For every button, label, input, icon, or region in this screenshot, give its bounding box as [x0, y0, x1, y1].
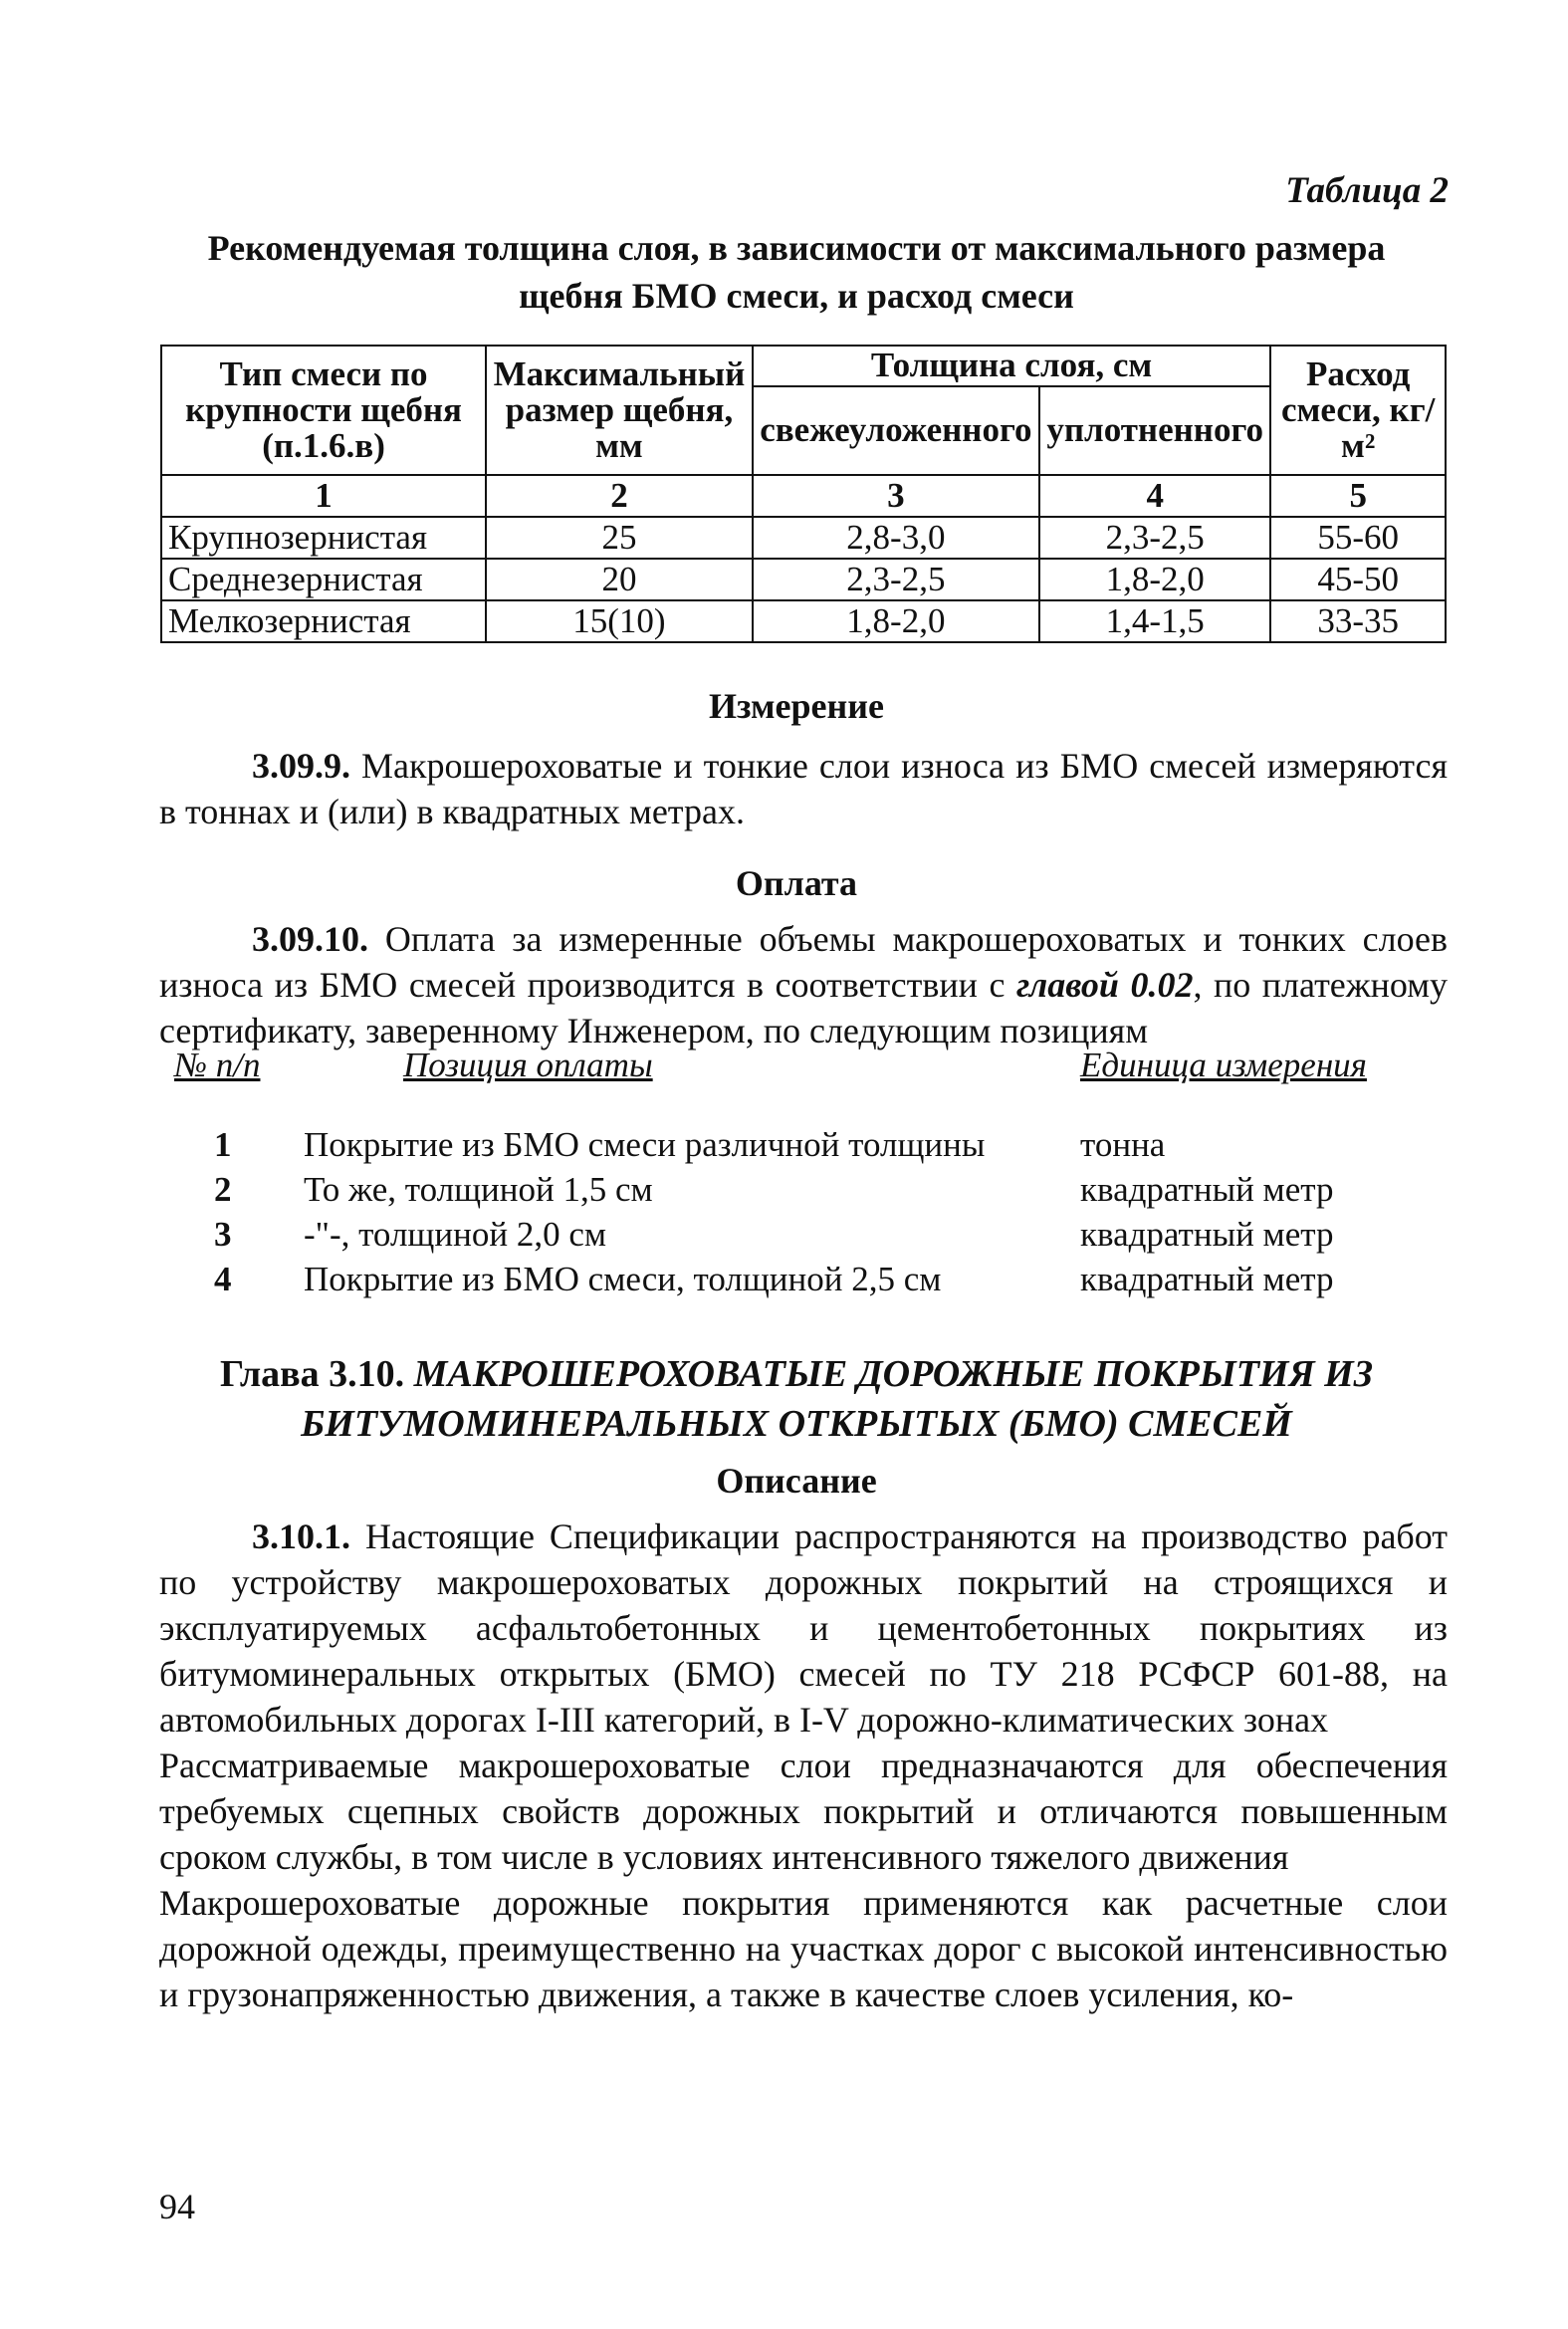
column-number: 2 [486, 475, 753, 517]
item-name: То же, толщиной 1,5 см [304, 1170, 653, 1209]
col-item-header: Позиция оплаты [403, 1046, 653, 1084]
description-paragraph: Макрошероховатые дорожные покрытия применяются как расчетные слои дорожной одежды, преимущественно на участках дорог с высокой интенсивностью и грузонапряженностью движения, а также в качестве слоев усиления, ко- [159, 1883, 1448, 2014]
clause-text: , по платежному сертификату, заверенному Инженером, по следующим позициям [159, 965, 1449, 1050]
cell-fresh: 2,8-3,0 [753, 517, 1039, 559]
table-header-row [161, 346, 1446, 386]
table-label: Таблица 2 [1285, 170, 1449, 211]
cell-size: 15(10) [486, 600, 753, 642]
item-unit: квадратный метр [1080, 1260, 1334, 1298]
item-number: 2 [214, 1170, 232, 1209]
table-caption [149, 224, 1444, 320]
column-number-row [161, 475, 1446, 517]
cell-size: 25 [486, 517, 753, 559]
item-number: 3 [214, 1215, 232, 1254]
table-row [161, 559, 1446, 600]
chapter-prefix: Глава 3.10. [219, 1353, 405, 1395]
cell-type: Среднезернистая [161, 559, 486, 600]
cell-fresh: 2,3-2,5 [753, 559, 1039, 600]
cell-type: Мелкозернистая [161, 600, 486, 642]
payment-items [204, 1125, 1439, 1304]
description-paragraph [159, 1514, 1448, 1743]
table-row [161, 600, 1446, 642]
clause-text: Макрошероховатые и тонкие слои износа из БМО смесей измеряются в тоннах и (или) в квадратных метрах. [159, 746, 1449, 831]
cell-compacted: 2,3-2,5 [1039, 517, 1270, 559]
column-number: 3 [753, 475, 1039, 517]
clause-text: Настоящие Спецификации распространяются на производство работ по устройству макрошероховатых дорожных покрытий на строящихся и эксплуатируемых асфальтобетонных и цементобетонных покрытиях из битумоминеральных открытых (БМО) смесей по ТУ 218 РСФСР 601-88, на автомобильных дорогах I-III категорий, в I-V дорожно-климатических зонах [159, 1516, 1448, 1740]
item-unit: тонна [1080, 1125, 1166, 1164]
chapter-name: МАКРОШЕРОХОВАТЫЕ ДОРОЖНЫЕ ПОКРЫТИЯ ИЗ [413, 1353, 1374, 1395]
column-number: 5 [1270, 475, 1446, 517]
col-unit-header: Единица измерения [1080, 1046, 1367, 1084]
cell-size: 20 [486, 559, 753, 600]
chapter-title-line: БИТУМОМИНЕРАЛЬНЫХ ОТКРЫТЫХ (БМО) СМЕСЕЙ [301, 1403, 1292, 1445]
list-item [204, 1170, 1439, 1215]
item-name: Покрытие из БМО смеси, толщиной 2,5 см [304, 1260, 942, 1298]
cell-compacted: 1,8-2,0 [1039, 559, 1270, 600]
cell-fresh: 1,8-2,0 [753, 600, 1039, 642]
chapter-reference: главой 0.02 [1015, 965, 1194, 1005]
table-caption-line: щебня БМО смеси, и расход смеси [519, 276, 1074, 316]
cell-consumption: 33-35 [1270, 600, 1446, 642]
header-fresh: свежеуложенного [753, 386, 1039, 475]
header-thickness: Толщина слоя, см [753, 346, 1271, 386]
page-number: 94 [159, 2187, 195, 2226]
header-type: Тип смеси по крупности щебня (п.1.6.в) [161, 346, 486, 475]
table-caption-line: Рекомендуемая толщина слоя, в зависимости от максимального размера [207, 228, 1386, 268]
item-number: 1 [214, 1125, 232, 1164]
description-heading: Описание [716, 1461, 877, 1501]
item-unit: квадратный метр [1080, 1170, 1334, 1209]
measurement-heading: Измерение [709, 686, 884, 726]
item-unit: квадратный метр [1080, 1215, 1334, 1254]
payment-paragraph [159, 916, 1448, 1053]
chapter-title [149, 1349, 1444, 1449]
chapter-title-line [149, 1349, 1444, 1399]
list-item [204, 1260, 1439, 1304]
cell-compacted: 1,4-1,5 [1039, 600, 1270, 642]
description-paragraph: Рассматриваемые макрошероховатые слои предназначаются для обеспечения требуемых сцепных свойств дорожных покрытий и отличаются повышенным сроком службы, в том числе в условиях интенсивного тяжелого движения [159, 1746, 1448, 1877]
column-number: 4 [1039, 475, 1270, 517]
cell-consumption: 55-60 [1270, 517, 1446, 559]
payment-table-header [174, 1046, 1399, 1091]
item-name: Покрытие из БМО смеси различной толщины [304, 1125, 986, 1164]
clause-number: 3.09.10. [252, 919, 368, 959]
item-name: -"-, толщиной 2,0 см [304, 1215, 607, 1254]
description-body [159, 1514, 1448, 2017]
clause-number: 3.09.9. [252, 746, 350, 786]
payment-heading: Оплата [735, 863, 858, 903]
column-number: 1 [161, 475, 486, 517]
list-item [204, 1215, 1439, 1260]
thickness-table [160, 345, 1447, 643]
header-max-size: Максимальный размер щебня, мм [486, 346, 753, 475]
col-number-header: № п/п [174, 1046, 261, 1084]
cell-type: Крупнозернистая [161, 517, 486, 559]
header-compacted: уплотненного [1039, 386, 1270, 475]
clause-text: Оплата за измеренные объемы макрошероховатых и тонких слоев износа из БМО смесей производится в соответствии с [159, 919, 1449, 1005]
header-consumption: Расход смеси, кг/м² [1270, 346, 1446, 475]
list-item [204, 1125, 1439, 1170]
cell-consumption: 45-50 [1270, 559, 1446, 600]
item-number: 4 [214, 1260, 232, 1298]
table-row [161, 517, 1446, 559]
clause-number: 3.10.1. [252, 1516, 350, 1556]
measurement-paragraph [159, 743, 1448, 834]
